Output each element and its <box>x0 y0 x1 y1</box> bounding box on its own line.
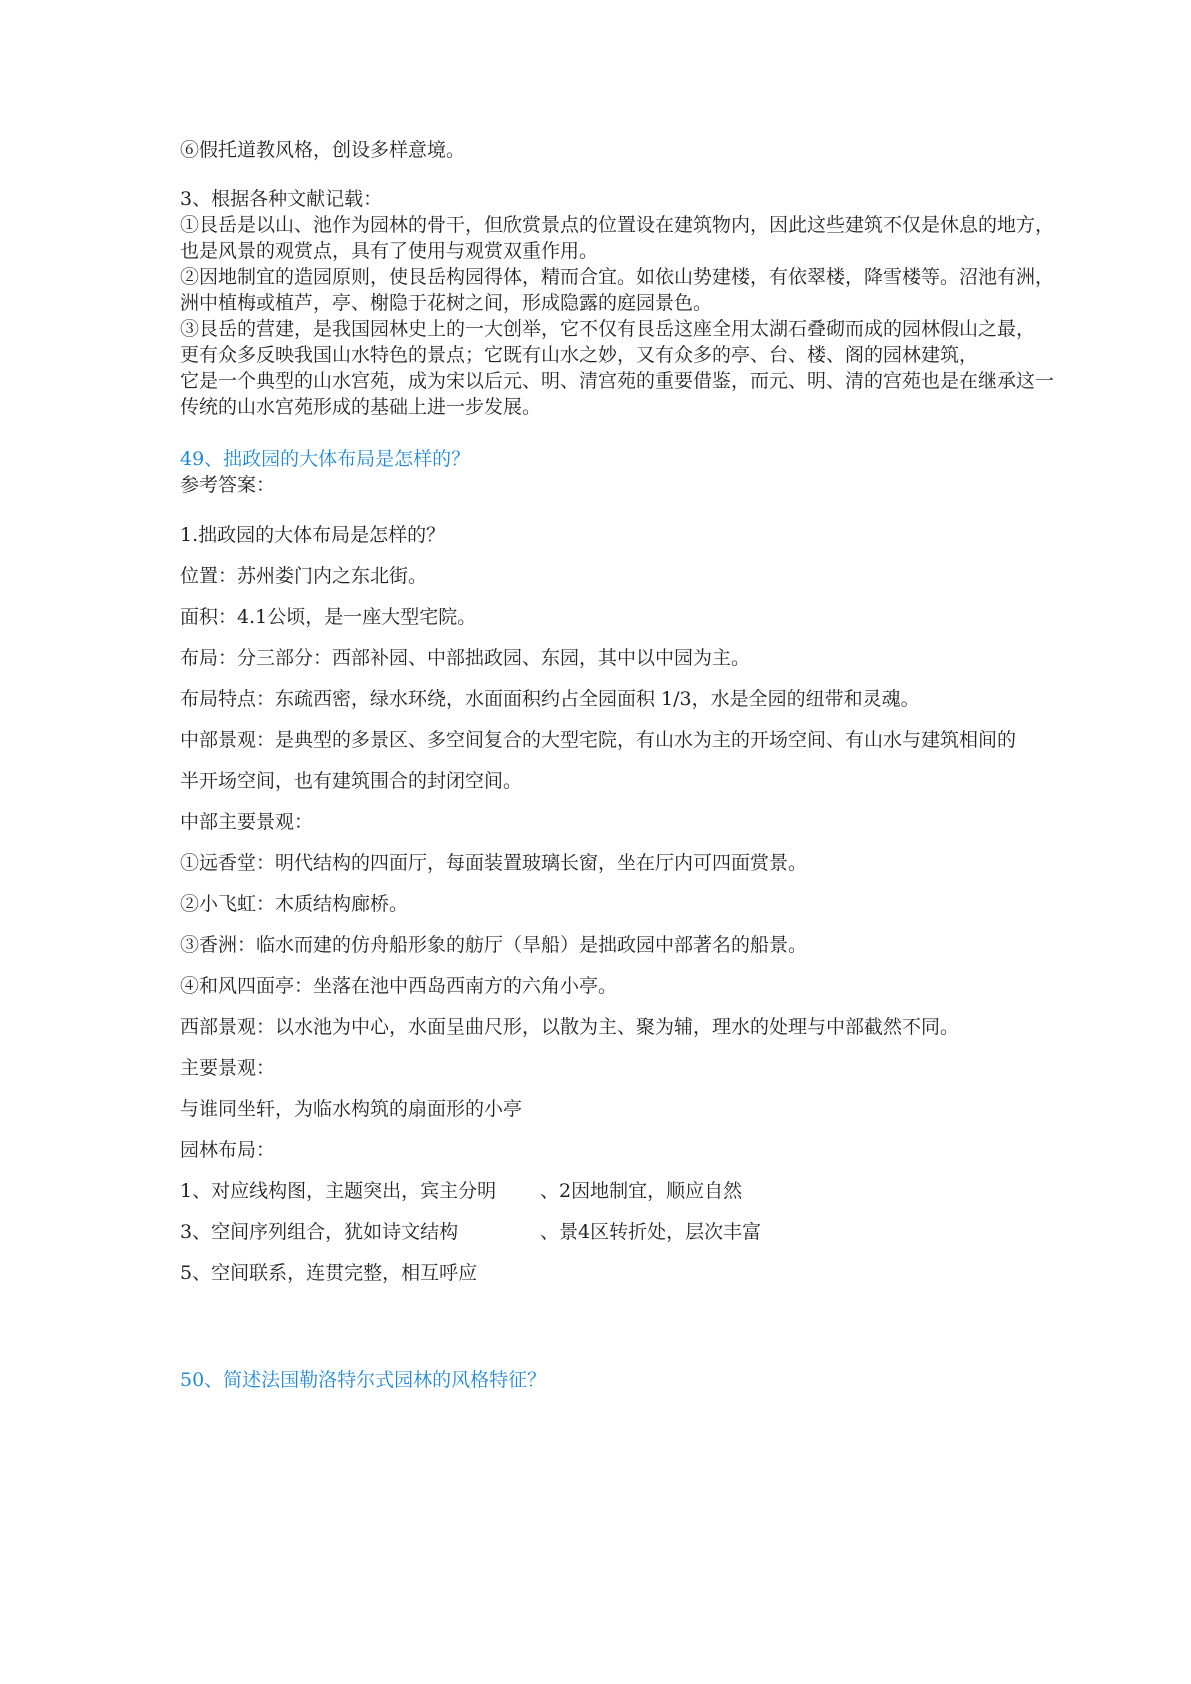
answer-line: 园林布局： <box>180 1139 276 1161</box>
answer-line: 西部景观：以水池为中心，水面呈曲尺形，以散为主、聚为辅，理水的处理与中部截然不同。 <box>180 1016 960 1038</box>
answer-line: 1.拙政园的大体布局是怎样的？ <box>180 524 446 546</box>
text-line: ⑥假托道教风格，创设多样意境。 <box>180 139 466 161</box>
question-49-title: 49、拙政园的大体布局是怎样的？ <box>180 448 471 470</box>
text-line: ③艮岳的营建，是我国园林史上的一大创举，它不仅有艮岳这座全用太湖石叠砌而成的园林假山之最， <box>180 318 1036 340</box>
answer-line: ①远香堂：明代结构的四面厅，每面装置玻璃长窗，坐在厅内可四面赏景。 <box>180 852 808 874</box>
layout-item-right: 、景4区转折处，层次丰富 <box>540 1221 762 1243</box>
text-line: ①艮岳是以山、池作为园林的骨干，但欣赏景点的位置设在建筑物内，因此这些建筑不仅是休息的地方， <box>180 214 1055 236</box>
answer-label: 参考答案： <box>180 474 276 496</box>
answer-line: 布局：分三部分：西部补园、中部拙政园、东园，其中以中园为主。 <box>180 647 751 669</box>
text-line: 3、根据各种文献记载： <box>180 188 383 210</box>
layout-item-left: 1、对应线构图，主题突出，宾主分明 <box>180 1180 497 1202</box>
answer-line: ②小飞虹：木质结构廊桥。 <box>180 893 409 915</box>
text-line: 洲中植梅或植芦，亭、榭隐于花树之间，形成隐露的庭园景色。 <box>180 292 713 314</box>
answer-line: ④和风四面亭：坐落在池中西岛西南方的六角小亭。 <box>180 975 618 997</box>
text-line: ②因地制宜的造园原则，使艮岳构园得体，精而合宜。如依山势建楼，有依翠楼，降雪楼等。沼池有洲， <box>180 266 1055 288</box>
answer-line: 中部景观：是典型的多景区、多空间复合的大型宅院，有山水为主的开场空间、有山水与建筑相间的 <box>180 729 1017 751</box>
answer-line: 位置：苏州娄门内之东北街。 <box>180 565 428 587</box>
question-50-title: 50、简述法国勒洛特尔式园林的风格特征？ <box>180 1369 547 1391</box>
layout-item-left: 3、空间序列组合，犹如诗文结构 <box>180 1221 459 1243</box>
answer-line: 中部主要景观： <box>180 811 314 833</box>
document-page <box>180 0 1160 1684</box>
answer-line: 半开场空间，也有建筑围合的封闭空间。 <box>180 770 523 792</box>
layout-item-left: 5、空间联系，连贯完整，相互呼应 <box>180 1262 478 1284</box>
layout-item-right: 、2因地制宜，顺应自然 <box>540 1180 743 1202</box>
answer-line: 与谁同坐轩，为临水构筑的扇面形的小亭 <box>180 1098 523 1120</box>
text-line: 更有众多反映我国山水特色的景点；它既有山水之妙，又有众多的亭、台、楼、阁的园林建筑， <box>180 344 979 366</box>
answer-line: 布局特点：东疏西密，绿水环绕，水面面积约占全园面积 1/3，水是全园的纽带和灵魂。 <box>180 688 920 710</box>
text-line: 它是一个典型的山水宫苑，成为宋以后元、明、清宫苑的重要借鉴，而元、明、清的宫苑也是在继承这一 <box>180 370 1055 392</box>
answer-line: ③香洲：临水而建的仿舟船形象的舫厅（旱船）是拙政园中部著名的船景。 <box>180 934 808 956</box>
answer-line: 面积：4.1公顷，是一座大型宅院。 <box>180 606 477 628</box>
text-line: 传统的山水宫苑形成的基础上进一步发展。 <box>180 396 542 418</box>
text-line: 也是风景的观赏点，具有了使用与观赏双重作用。 <box>180 240 599 262</box>
answer-line: 主要景观： <box>180 1057 276 1079</box>
